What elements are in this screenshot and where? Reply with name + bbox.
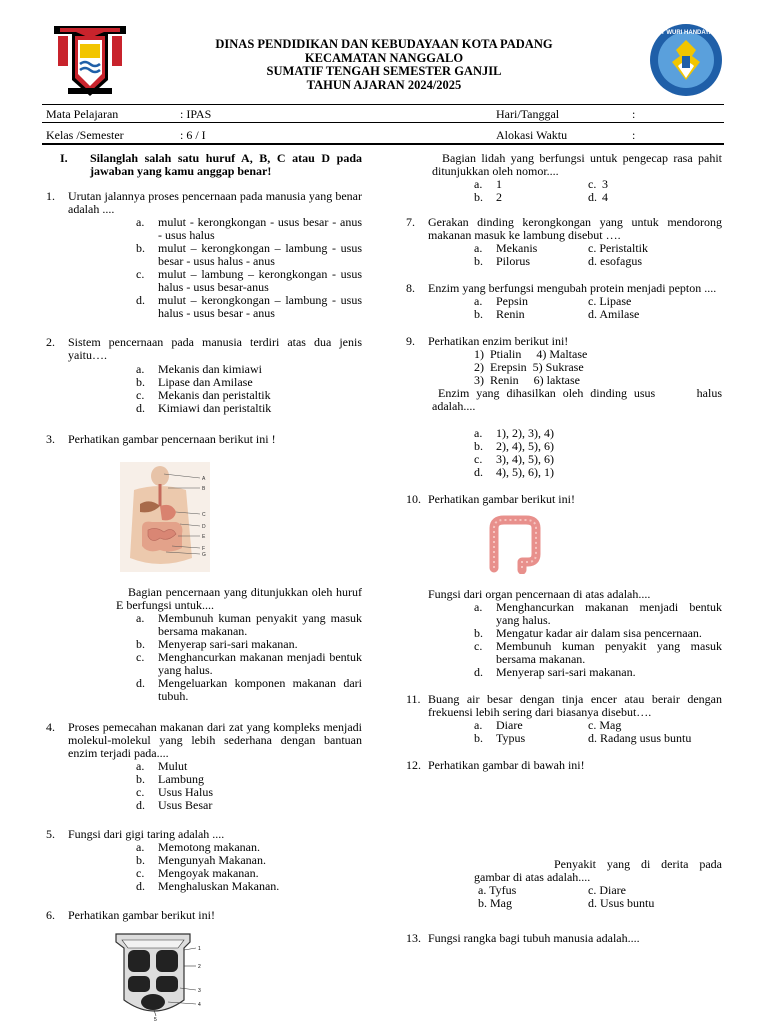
option-b[interactable] — [406, 440, 722, 453]
question-text: Perhatikan gambar di bawah ini! — [428, 758, 585, 772]
option-b-text[interactable]: b. Mag — [478, 896, 512, 910]
question-text: Buang air besar dengan tinja encer atau berair dengan frekuensi lebih sering dari biasanya disebut…. — [428, 692, 722, 719]
option-a-text[interactable]: a. Tyfus — [478, 883, 517, 897]
question-10 — [406, 493, 722, 679]
question-stem: Bagian lidah yang berfungsi untuk pengecap rasa pahit ditunjukkan oleh nomor.... — [432, 151, 722, 178]
option-letter: b. — [474, 254, 483, 268]
option-letter: a. — [136, 362, 145, 376]
option-d-text[interactable]: d. Radang usus buntu — [588, 731, 692, 745]
question-number: 13. — [406, 931, 421, 945]
option-text: mulut - kerongkongan - usus besar - anus - usus halus — [158, 215, 362, 242]
question-number: 9. — [406, 334, 415, 348]
question-1 — [46, 190, 362, 320]
figure-label-1: 1 — [198, 946, 201, 952]
figure-label-d: D — [202, 524, 206, 530]
question-7 — [406, 216, 722, 268]
question-text: Perhatikan gambar berikut ini! — [428, 492, 575, 506]
option-b-d-row — [406, 897, 722, 910]
meta-rule-middle — [42, 122, 724, 123]
time-value: : — [632, 128, 636, 142]
question-number: 5. — [46, 827, 55, 841]
option-letter: d. — [474, 665, 483, 679]
option-letter: a. — [474, 600, 483, 614]
option-b-text[interactable]: Typus — [496, 731, 526, 745]
figure-label-e: E — [202, 534, 206, 540]
option-d-text[interactable]: d. esofagus — [588, 254, 642, 268]
question-9 — [406, 334, 725, 479]
question-text: Perhatikan enzim berikut ini! — [428, 334, 569, 348]
option-text: Menyerap sari-sari makanan. — [158, 637, 298, 651]
figure-label-4: 4 — [198, 1002, 201, 1008]
class-label: Kelas /Semester — [46, 128, 124, 142]
option-letter: c. — [136, 267, 145, 281]
option-c[interactable] — [406, 453, 722, 466]
option-c-text[interactable]: c. Mag — [588, 718, 622, 732]
option-d[interactable] — [46, 402, 362, 415]
question-text: Urutan jalannya proses pencernaan pada manusia yang benar adalah .... — [68, 189, 362, 216]
option-letter: d. — [136, 401, 145, 415]
option-text: Mengatur kadar air dalam sisa pencernaan. — [496, 626, 702, 640]
option-letter: a. — [136, 840, 145, 854]
header-line-4: TAHUN AJARAN 2024/2025 — [306, 77, 462, 92]
option-letter: d. — [474, 465, 483, 479]
meta-rule-bottom — [42, 143, 724, 145]
question-number: 7. — [406, 215, 415, 229]
option-a[interactable] — [46, 216, 362, 242]
figure-label-b: B — [202, 486, 206, 492]
option-letter: b. — [474, 731, 483, 745]
right-column — [406, 151, 725, 945]
option-d-text[interactable]: 4 — [602, 190, 608, 204]
option-letter: a. — [474, 241, 483, 255]
question-8 — [406, 282, 722, 321]
question-4 — [46, 721, 362, 812]
section-number: I. — [60, 151, 68, 165]
option-text: mulut – kerongkongan – lambung - usus halus - usus besar - anus — [158, 293, 362, 320]
logo-motto-text: TUT WURI HANDAYANI — [653, 30, 719, 36]
question-3 — [46, 433, 362, 703]
day-value: : — [632, 107, 636, 121]
header-line-3: SUMATIF TENGAH SEMESTER GANJIL — [266, 64, 502, 78]
option-a[interactable] — [406, 427, 722, 440]
question-11 — [406, 693, 722, 745]
option-letter: a. — [474, 426, 483, 440]
section-text: Silanglah salah satu huruf A, B, C atau D pada jawaban yang kamu anggap benar! — [90, 151, 362, 178]
tongue-figure — [110, 930, 206, 1022]
option-a-text[interactable]: Pepsin — [496, 294, 529, 308]
question-number: 6. — [46, 908, 55, 922]
option-b-d-row — [406, 191, 722, 204]
question-text: Perhatikan gambar pencernaan berikut ini ! — [68, 432, 276, 446]
option-letter: d. — [136, 676, 145, 690]
option-letter: c. — [588, 177, 597, 191]
option-letter: c. — [474, 639, 483, 653]
option-b-text[interactable]: 2 — [496, 190, 502, 204]
large-intestine-figure — [482, 514, 546, 574]
header-line-2: KECAMATAN NANGGALO — [304, 50, 464, 65]
option-c[interactable] — [406, 640, 722, 666]
option-letter: d. — [136, 798, 145, 812]
question-text: Fungsi rangka bagi tubuh manusia adalah.... — [428, 931, 640, 945]
option-text: 4), 5), 6), 1) — [496, 465, 554, 479]
option-text: Menghancurkan makanan menjadi bentuk yang halus. — [496, 600, 722, 627]
question-number: 8. — [406, 281, 415, 295]
figure-label-f: F — [202, 546, 206, 552]
figure-label-5: 5 — [154, 1017, 157, 1022]
option-b-d-row — [406, 732, 722, 745]
figure-label-c: C — [202, 512, 206, 518]
option-a[interactable] — [46, 760, 362, 773]
option-b-text[interactable]: Pilorus — [496, 254, 531, 268]
option-text: 3), 4), 5), 6) — [496, 452, 554, 466]
option-d[interactable] — [406, 666, 722, 679]
question-stem: Fungsi dari organ pencernaan di atas adalah.... — [428, 587, 651, 601]
option-a[interactable] — [406, 601, 722, 627]
option-text: mulut – lambung – kerongkongan - usus halus - usus besar-anus — [158, 267, 362, 294]
option-c-text[interactable]: 3 — [602, 177, 608, 191]
option-a-text[interactable]: Mekanis — [496, 241, 538, 255]
option-text: Lipase dan Amilase — [158, 375, 253, 389]
digestive-system-figure — [120, 462, 210, 572]
question-number: 3. — [46, 432, 55, 446]
option-text: Mengeluarkan komponen makanan dari tubuh. — [158, 676, 362, 703]
question-6 — [46, 909, 362, 1022]
option-letter: d. — [588, 190, 597, 204]
enzyme-list-item: 1) Ptialin 4) Maltase — [474, 347, 588, 361]
option-text: Membunuh kuman penyakit yang masuk bersama makanan. — [158, 611, 362, 638]
enzyme-list-item: 2) Erepsin 5) Sukrase — [474, 360, 584, 374]
option-text: Mekanis dan peristaltik — [158, 388, 271, 402]
option-c-text[interactable]: c. Peristaltik — [588, 241, 648, 255]
class-value: : 6 / I — [180, 128, 206, 142]
option-d[interactable] — [46, 880, 362, 893]
option-letter: c. — [136, 650, 145, 664]
option-a-text[interactable]: 1 — [496, 177, 502, 191]
option-d-text[interactable]: d. Amilase — [588, 307, 640, 321]
question-number: 1. — [46, 189, 55, 203]
option-b[interactable] — [46, 242, 362, 268]
question-text: Perhatikan gambar berikut ini! — [68, 908, 215, 922]
option-text: Menghancurkan makanan menjadi bentuk yang halus. — [158, 650, 362, 677]
option-letter: c. — [136, 785, 145, 799]
question-13 — [406, 932, 722, 945]
option-text: Mengunyah Makanan. — [158, 853, 266, 867]
option-letter: b. — [474, 307, 483, 321]
question-stem: Enzim yang dihasilkan oleh dinding usus halus adalah.... — [432, 386, 725, 413]
exam-header — [140, 38, 628, 92]
option-c-text[interactable]: c. Lipase — [588, 294, 632, 308]
option-d[interactable] — [46, 294, 362, 320]
option-letter: b. — [474, 439, 483, 453]
time-label: Alokasi Waktu — [496, 128, 568, 142]
option-letter: c. — [136, 388, 145, 402]
figure-label-2: 2 — [198, 964, 201, 970]
question-text: Gerakan dinding kerongkongan yang untuk mendorong makanan masuk ke lambung disebut …. — [428, 215, 722, 242]
option-letter: c. — [474, 452, 483, 466]
figure-label-3: 3 — [198, 988, 201, 994]
option-text: Memotong makanan. — [158, 840, 260, 854]
option-d-text[interactable]: d. Usus buntu — [588, 896, 655, 910]
option-a-text[interactable]: Diare — [496, 718, 523, 732]
option-letter: b. — [136, 772, 145, 786]
option-text: Membunuh kuman penyakit yang masuk bersama makanan. — [496, 639, 722, 666]
option-a-c-row — [406, 295, 722, 308]
question-text: Sistem pencernaan pada manusia terdiri atas dua jenis yaitu…. — [68, 335, 362, 362]
option-text: Mulut — [158, 759, 188, 773]
option-letter: b. — [136, 637, 145, 651]
option-letter: b. — [474, 190, 483, 204]
left-column — [46, 152, 362, 1022]
option-c-text[interactable]: c. Diare — [588, 883, 626, 897]
option-letter: a. — [474, 294, 483, 308]
option-text: Usus Halus — [158, 785, 214, 799]
question-text: Proses pemecahan makanan dari zat yang kompleks menjadi molekul-molekul yang lebih sederhana dengan bantuan enzim terjadi pada.... — [68, 720, 362, 760]
option-letter: d. — [136, 879, 145, 893]
option-text: 1), 2), 3), 4) — [496, 426, 554, 440]
option-a-c-row — [406, 884, 722, 897]
question-stem: Bagian pencernaan yang ditunjukkan oleh huruf E berfungsi untuk.... — [116, 585, 362, 612]
option-letter: c. — [136, 866, 145, 880]
question-number: 12. — [406, 758, 421, 772]
option-d[interactable] — [46, 799, 362, 812]
option-text: Menyerap sari-sari makanan. — [496, 665, 636, 679]
option-letter: b. — [136, 375, 145, 389]
figure-label-g: G — [202, 552, 206, 558]
option-d[interactable] — [406, 466, 722, 479]
question-5 — [46, 828, 362, 893]
option-text: Menghaluskan Makanan. — [158, 879, 280, 893]
question-12 — [406, 759, 722, 910]
option-letter: d. — [136, 293, 145, 307]
option-text: Usus Besar — [158, 798, 213, 812]
option-text: Kimiawi dan peristaltik — [158, 401, 272, 415]
option-b-text[interactable]: Renin — [496, 307, 525, 321]
header-rule-top — [42, 104, 724, 105]
option-text: mulut – kerongkongan – lambung - usus besar - usus halus - anus — [158, 241, 362, 268]
question-number: 4. — [46, 720, 55, 734]
option-letter: b. — [136, 241, 145, 255]
option-c[interactable] — [46, 268, 362, 294]
option-text: Mekanis dan kimiawi — [158, 362, 262, 376]
option-letter: a. — [474, 718, 483, 732]
option-letter: a. — [136, 759, 145, 773]
subject-value: : IPAS — [180, 107, 212, 121]
option-d[interactable] — [46, 677, 362, 703]
option-letter: a. — [136, 611, 145, 625]
option-a-c-row — [406, 178, 722, 191]
question-stem: Penyakit yang di derita pada gambar di atas adalah.... — [474, 857, 722, 884]
option-b-d-row — [406, 308, 722, 321]
day-label: Hari/Tanggal — [496, 107, 560, 121]
header-line-1: DINAS PENDIDIKAN DAN KEBUDAYAAN KOTA PADANG — [215, 37, 553, 51]
option-text: 2), 4), 5), 6) — [496, 439, 554, 453]
tut-wuri-handayani-logo — [648, 22, 724, 98]
padang-city-logo — [50, 20, 130, 100]
option-letter: a. — [136, 215, 145, 229]
question-number: 11. — [406, 692, 421, 706]
option-letter: a. — [474, 177, 483, 191]
option-letter: b. — [474, 626, 483, 640]
option-c[interactable] — [46, 651, 362, 677]
question-2 — [46, 336, 362, 415]
option-a[interactable] — [46, 612, 362, 638]
question-6-continued — [406, 152, 722, 204]
subject-label: Mata Pelajaran — [46, 107, 119, 121]
option-text: Lambung — [158, 772, 204, 786]
section-instruction — [46, 152, 362, 180]
question-text: Enzim yang berfungsi mengubah protein menjadi pepton .... — [428, 281, 717, 295]
enzyme-list-item: 3) Renin 6) laktase — [474, 373, 580, 387]
question-number: 2. — [46, 335, 55, 349]
question-text: Fungsi dari gigi taring adalah .... — [68, 827, 225, 841]
question-number: 10. — [406, 492, 421, 506]
figure-placeholder — [406, 772, 722, 858]
option-a-c-row — [406, 242, 722, 255]
option-text: Mengoyak makanan. — [158, 866, 259, 880]
figure-label-a: A — [202, 476, 206, 482]
option-letter: b. — [136, 853, 145, 867]
option-b-d-row — [406, 255, 722, 268]
